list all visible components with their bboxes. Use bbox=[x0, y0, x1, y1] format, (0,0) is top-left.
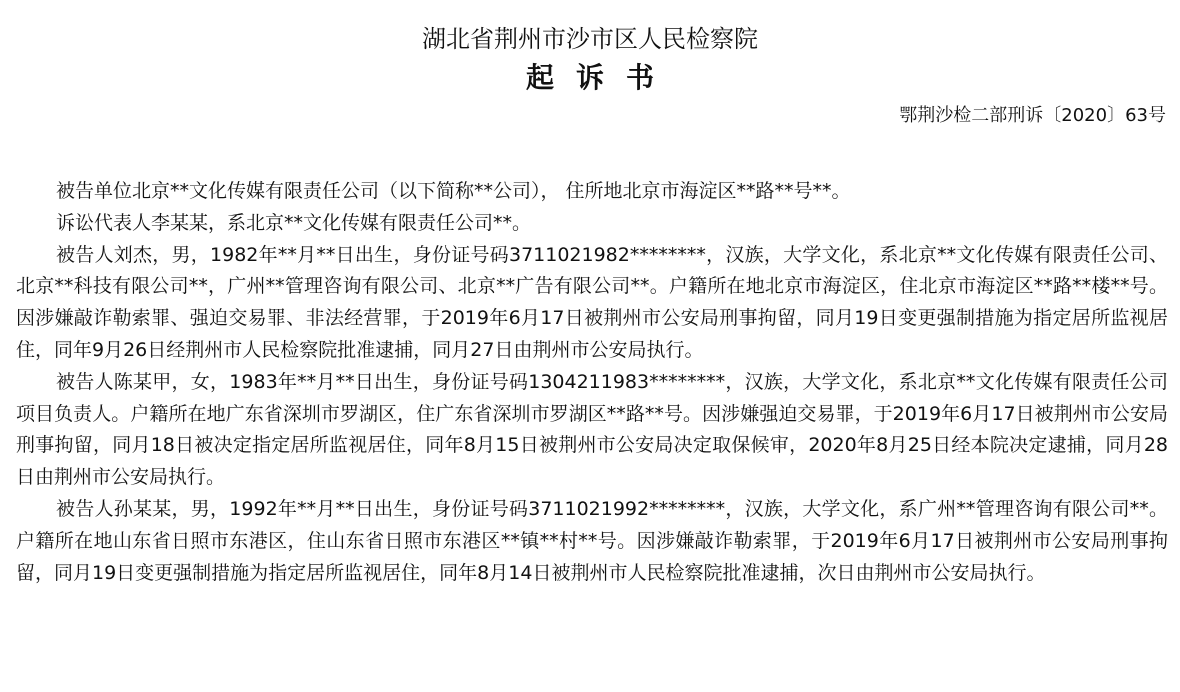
paragraph-defendant-liu: 被告人刘杰，男，1982年**月**日出生，身份证号码3711021982********，汉族，大学文化，系北京**文化传媒有限责任公司、北京**科技有限公司**，广州**管理咨询有限公司、北京**广告有限公司**。户籍所在地北京市海淀区，住北京市海淀区**路**楼**号。因涉嫌敲诈勒索罪、强迫交易罪、非法经营罪，于2019年6月17日被荆州市公安局刑事拘留，同月19日变更强制措施为指定居所监视居住，同年9月26日经荆州市人民检察院批准逮捕，同月27日由荆州市公安局执行。 bbox=[16, 243, 1168, 361]
document-title: 起诉书 bbox=[525, 61, 676, 94]
paragraph-defendant-sun: 被告人孙某某，男，1992年**月**日出生，身份证号码3711021992********，汉族，大学文化，系广州**管理咨询有限公司**。户籍所在地山东省日照市东港区，住山东省日照市东港区**镇**村**号。因涉嫌敲诈勒索罪，于2019年6月17日被荆州市公安局刑事拘留，同月19日变更强制措施为指定居所监视居住，同年8月14日被荆州市人民检察院批准逮捕，次日由荆州市公安局执行。 bbox=[16, 497, 1168, 584]
paragraph-defendant-company: 被告单位北京**文化传媒有限责任公司（以下简称**公司）， 住所地北京市海淀区**路**号**。 bbox=[56, 180, 851, 202]
paragraph-legal-representative: 诉讼代表人李某某，系北京**文化传媒有限责任公司**。 bbox=[56, 211, 532, 234]
case-number: 鄂荆沙检二部刑诉〔2020〕63号 bbox=[899, 105, 1166, 126]
document-body bbox=[16, 176, 1168, 589]
procuratorate-name: 湖北省荆州市沙市区人民检察院 bbox=[422, 25, 758, 53]
paragraph-defendant-chen: 被告人陈某甲，女，1983年**月**日出生，身份证号码1304211983********，汉族，大学文化，系北京**文化传媒有限责任公司项目负责人。户籍所在地广东省深圳市罗湖区，住广东省深圳市罗湖区**路**号。因涉嫌强迫交易罪，于2019年6月17日被荆州市公安局刑事拘留，同月18日被决定指定居所监视居住，同年8月15日被荆州市公安局决定取保候审，2020年8月25日经本院决定逮捕，同月28日由荆州市公安局执行。 bbox=[16, 370, 1168, 489]
